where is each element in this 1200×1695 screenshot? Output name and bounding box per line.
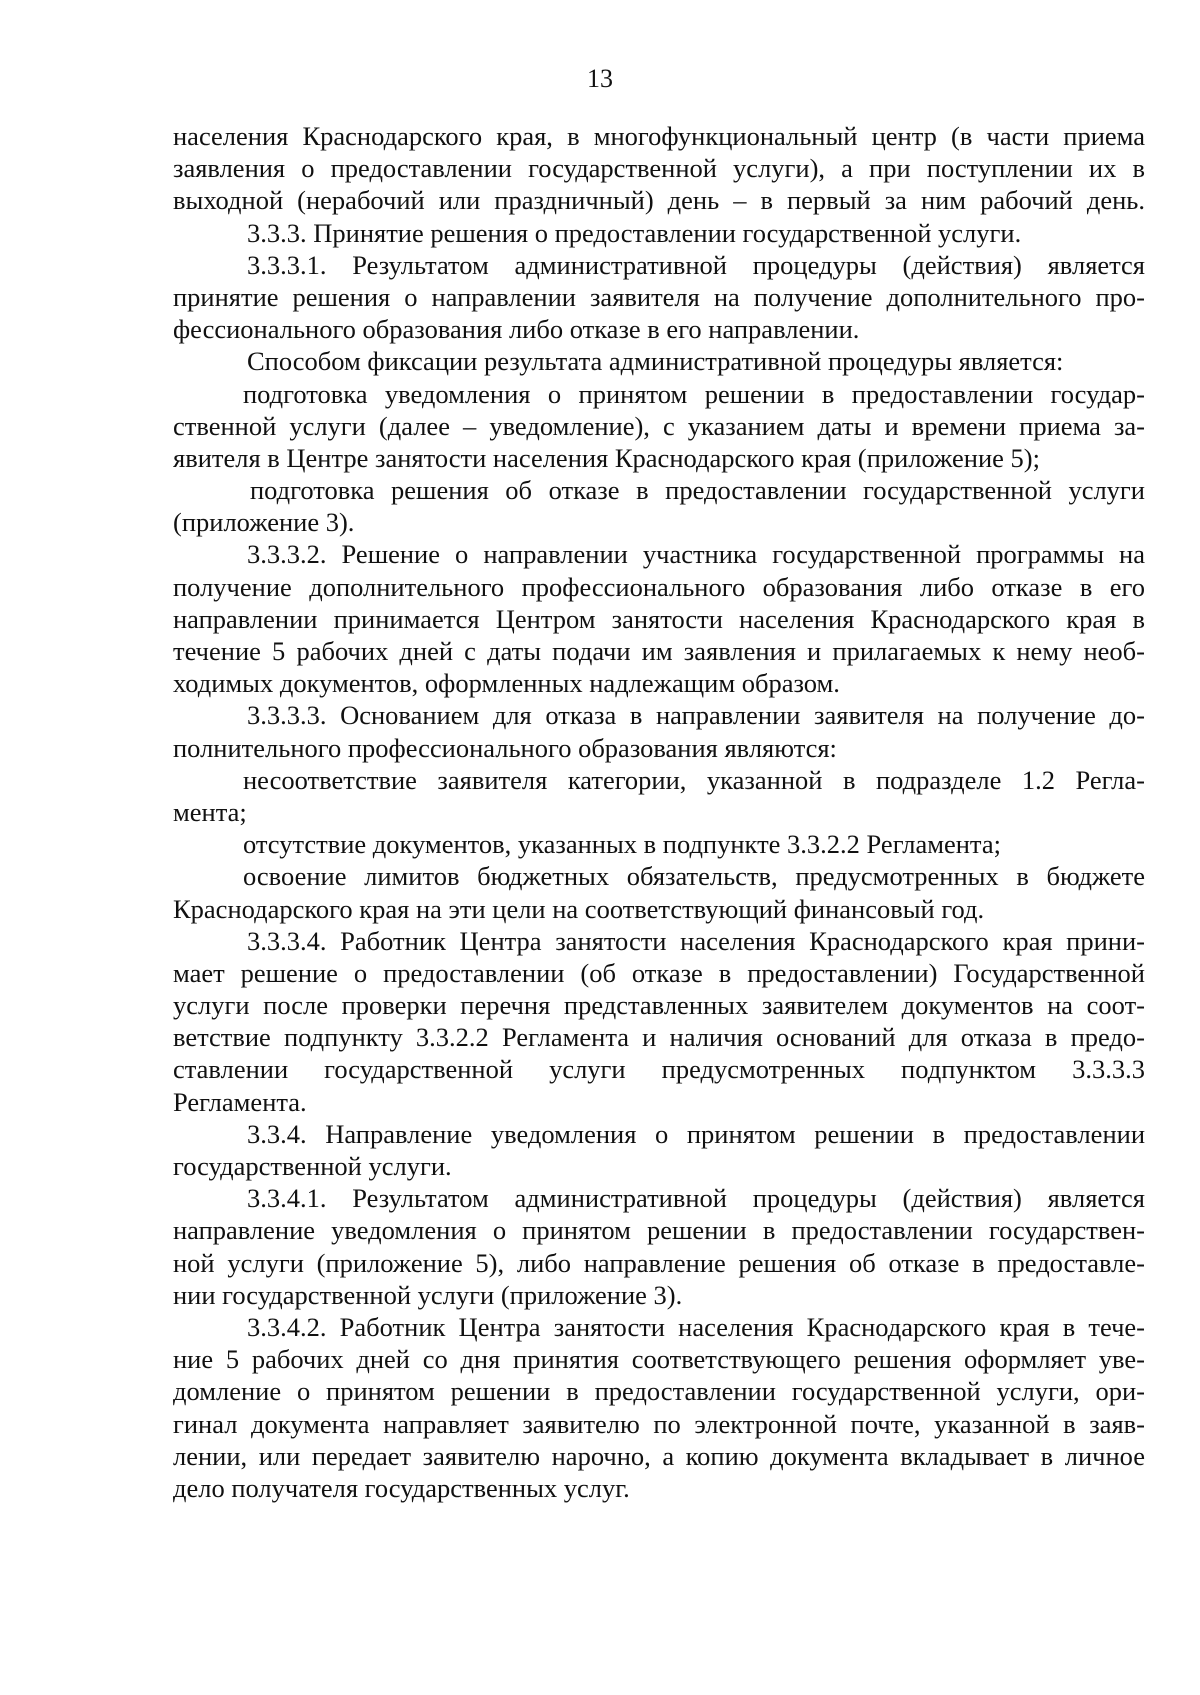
text-line: 3.3.3.4. Работник Центра занятости населения Краснодарского края прини- <box>247 925 1145 956</box>
text-line: полнительного профессионального образования являются: <box>173 732 837 763</box>
text-line: несоответствие заявителя категории, указанной в подразделе 1.2 Регла- <box>243 764 1145 795</box>
text-line: 3.3.4. Направление уведомления о принятом решении в предоставлении <box>247 1118 1145 1149</box>
text-line: направление уведомления о принятом решении в предоставлении государствен- <box>173 1215 1145 1246</box>
text-line: ветствие подпункту 3.3.2.2 Регламента и наличия оснований для отказа в предо- <box>173 1022 1145 1053</box>
text-line: ходимых документов, оформленных надлежащим образом. <box>173 668 840 699</box>
text-line: мает решение о предоставлении (об отказе в предоставлении) Государственной <box>173 957 1145 988</box>
text-line: гинал документа направляет заявителю по электронной почте, указанной в заяв- <box>173 1408 1145 1439</box>
text-line: явителя в Центре занятости населения Краснодарского края (приложение 5); <box>173 442 1040 473</box>
text-line: выходной (нерабочий или праздничный) день – в первый за ним рабочий день. <box>173 185 1145 216</box>
text-line: течение 5 рабочих дней с даты подачи им заявления и прилагаемых к нему необ- <box>173 636 1145 666</box>
text-line: направлении принимается Центром занятости населения Краснодарского края в <box>173 603 1145 634</box>
text-line: ной услуги (приложение 5), либо направление решения об отказе в предоставле- <box>173 1247 1145 1278</box>
text-line: 3.3.3.2. Решение о направлении участника государственной программы на <box>247 539 1145 570</box>
text-line: отсутствие документов, указанных в подпункте 3.3.2.2 Регламента; <box>243 829 1001 860</box>
text-line: мента; <box>173 796 247 827</box>
text-line: Регламента. <box>173 1086 307 1117</box>
text-line: освоение лимитов бюджетных обязательств, предусмотренных в бюджете <box>243 861 1145 892</box>
text-line: 3.3.3.3. Основанием для отказа в направлении заявителя на получение до- <box>247 700 1145 731</box>
text-line: получение дополнительного профессионального образования либо отказе в его <box>173 571 1145 602</box>
text-line: дело получателя государственных услуг. <box>173 1472 630 1503</box>
text-line: 3.3.4.2. Работник Центра занятости населения Краснодарского края в тече- <box>247 1311 1145 1342</box>
text-line: принятие решения о направлении заявителя на получение дополнительного про- <box>173 281 1145 312</box>
text-line: ставлении государственной услуги предусмотренных подпунктом 3.3.3.3 <box>173 1054 1145 1085</box>
text-line: (приложение 3). <box>173 507 355 538</box>
text-line: населения Краснодарского края, в многофункциональный центр (в части приема <box>173 121 1145 151</box>
text-line: домление о принятом решении в предоставлении государственной услуги, ори- <box>173 1376 1145 1407</box>
text-line: государственной услуги. <box>173 1151 452 1181</box>
text-line: фессионального образования либо отказе в его направлении. <box>173 314 860 345</box>
text-line: услуги после проверки перечня представленных заявителем документов на соот- <box>173 990 1145 1021</box>
text-line: 3.3.4.1. Результатом административной процедуры (действия) является <box>247 1183 1145 1214</box>
text-line: ние 5 рабочих дней со дня принятия соответствующего решения оформляет уве- <box>173 1344 1145 1375</box>
page-number: 13 <box>587 64 613 93</box>
text-line: 3.3.3.1. Результатом административной процедуры (действия) является <box>247 249 1145 280</box>
text-line: Краснодарского края на эти цели на соответствующий финансовый год. <box>173 893 985 924</box>
text-line: Способом фиксации результата административной процедуры является: <box>247 346 1064 377</box>
text-line: ственной услуги (далее – уведомление), с указанием даты и времени приема за- <box>173 410 1145 441</box>
text-line: заявления о предоставлении государственной услуги), а при поступлении их в <box>173 153 1145 184</box>
document-body <box>173 120 1145 1504</box>
text-line: подготовка решения об отказе в предоставлении государственной услуги <box>250 475 1145 506</box>
text-line: нии государственной услуги (приложение 3). <box>173 1279 683 1310</box>
text-line: подготовка уведомления о принятом решении в предоставлении государ- <box>243 378 1145 409</box>
text-line: лении, или передает заявителю нарочно, а копию документа вкладывает в личное <box>173 1440 1145 1471</box>
text-line: 3.3.3. Принятие решения о предоставлении государственной услуги. <box>247 217 1022 248</box>
